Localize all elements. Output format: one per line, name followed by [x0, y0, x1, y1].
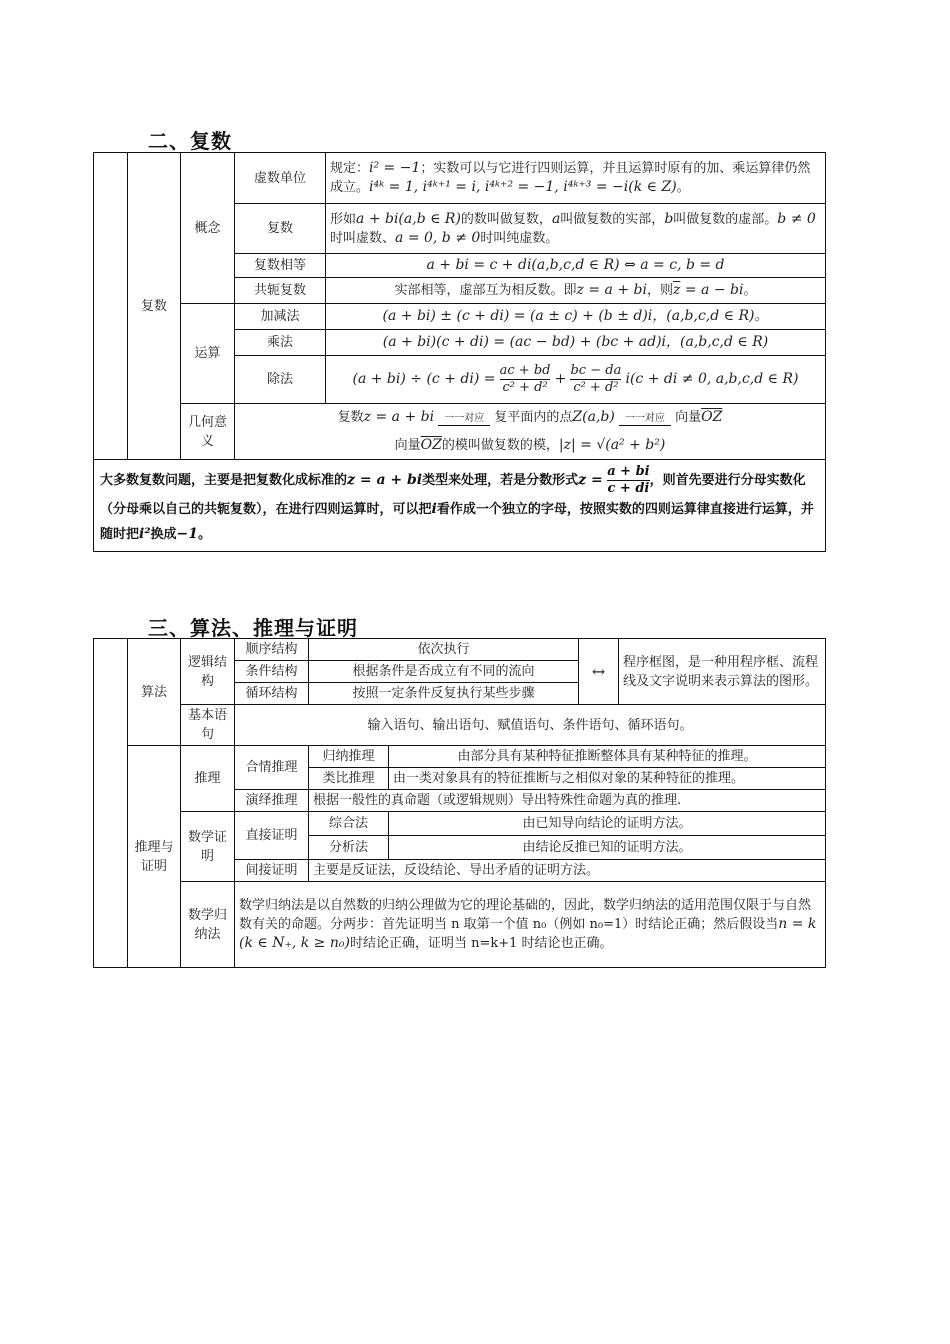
category-algorithm: 算法 — [128, 639, 181, 746]
label-analogy: 类比推理 — [309, 768, 389, 790]
label-conjugate: 共轭复数 — [235, 278, 326, 304]
label-multiply: 乘法 — [235, 330, 326, 356]
analytic-description: 由结论反推已知的证明方法。 — [389, 836, 826, 860]
label-complex-number: 复数 — [235, 204, 326, 254]
section-heading-algorithm: 三、算法、推理与证明 — [148, 616, 358, 640]
conjugate-definition: 实部相等，虚部互为相反数。即z = a + bi，则$\overline{z} = a$ − bi。 — [326, 278, 826, 304]
math-induction-description: 数学归纳法是以自然数的归纳公理做为它的理论基础的，因此，数学归纳法的适用范围仅限于与自然数有关的命题。分两步：首先证明当 n 取第一个值 n₀（例如 n₀=1）时结论正确；然后假设当n = k (k ∈ N₊, k ≥ n₀)时结论正确，证明当 n=k+1 时结论也正确。 — [235, 882, 826, 968]
deduction-description: 根据一般性的真命题（或逻辑规则）导出特殊性命题为真的推理. — [309, 790, 826, 812]
complex-summary-note: 大多数复数问题，主要是把复数化成标准的z = a + bi类型来处理，若是分数形式z = $\frac{a + bi}{c + di}$ ，则首先要进行分母实数化（分母乘以自己的共轭复数），在进行四则运算时，可以把i看作成一个独立的字母，按照实数的四则运算律直接进行运算，并随时把i²换成−1。 — [94, 460, 826, 552]
basic-statements-list: 输入语句、输出语句、赋值语句、条件语句、循环语句。 — [235, 705, 826, 746]
label-direct-proof: 直接证明 — [235, 812, 309, 860]
multiply-formula: (a + bi)(c + di) = (ac − bd) + (bc + ad)i，(a,b,c,d ∈ R) — [326, 330, 826, 356]
algorithm-proof-table — [93, 638, 826, 968]
double-arrow: ↔ — [579, 639, 619, 705]
modulus-definition: 向量$\overline{OZ}$的模叫做复数的模，|z| = √(a² + b²) — [235, 432, 826, 460]
add-subtract-formula: (a + bi) ± (c + di) = (a ± c) + (b ± d)i，(a,b,c,d ∈ R)。 — [326, 304, 826, 330]
label-divide: 除法 — [235, 356, 326, 404]
complex-equality-formula: a + bi = c + di(a,b,c,d ∈ R) ⇔ a = c, b = d — [326, 254, 826, 278]
label-plausible-reasoning: 合情推理 — [235, 746, 309, 790]
complex-table — [93, 152, 826, 552]
condition-description: 根据条件是否成立有不同的流向 — [309, 661, 579, 683]
subcategory-reasoning: 推理 — [181, 746, 235, 812]
label-add-subtract: 加减法 — [235, 304, 326, 330]
imaginary-unit-definition: 规定：i² = −1；实数可以与它进行四则运算，并且运算时原有的加、乘运算律仍然成立。i⁴ᵏ = 1, i⁴ᵏ⁺¹ = i, i⁴ᵏ⁺² = −1, i⁴ᵏ⁺³ = −i(k ∈ Z)。 — [326, 153, 826, 204]
analogy-description: 由一类对象具有的特征推断与之相似对象的某种特征的推理。 — [389, 768, 826, 790]
subcategory-math-proof: 数学证明 — [181, 812, 235, 882]
label-condition-structure: 条件结构 — [235, 661, 309, 683]
label-deduction: 演绎推理 — [235, 790, 309, 812]
label-imaginary-unit: 虚数单位 — [235, 153, 326, 204]
label-synthetic-method: 综合法 — [309, 812, 389, 836]
category-reasoning-proof: 推理与证明 — [128, 746, 181, 968]
blank-cell-2 — [94, 639, 128, 968]
geometric-correspondence: 复数z = a + bi 一一对应 复平面内的点Z(a,b) 一一对应 向量$\overline{OZ}$ — [235, 404, 826, 432]
label-complex-equality: 复数相等 — [235, 254, 326, 278]
label-sequence-structure: 顺序结构 — [235, 639, 309, 661]
indirect-description: 主要是反证法，反设结论、导出矛盾的证明方法。 — [309, 860, 826, 882]
subcategory-logic-structure: 逻辑结构 — [181, 639, 235, 705]
section-heading-complex: 二、复数 — [148, 129, 232, 153]
subcategory-math-induction: 数学归纳法 — [181, 882, 235, 968]
category-complex: 复数 — [128, 153, 181, 460]
label-analytic-method: 分析法 — [309, 836, 389, 860]
loop-description: 按照一定条件反复执行某些步骤 — [309, 683, 579, 705]
subcategory-concept: 概念 — [181, 153, 235, 304]
subcategory-basic-statements: 基本语句 — [181, 705, 235, 746]
subcategory-geometric-meaning: 几何意义 — [181, 404, 235, 460]
flowchart-definition: 程序框图，是一种用程序框、流程线及文字说明来表示算法的图形。 — [619, 639, 826, 705]
synthetic-description: 由已知导向结论的证明方法。 — [389, 812, 826, 836]
label-loop-structure: 循环结构 — [235, 683, 309, 705]
divide-formula: (a + bi) ÷ (c + di) = $\frac{ac + bd}{\text{c² + d²}}$ + $\frac{bc - da}{\text{c² + d²}}$ i(c + di ≠ 0, a,b,c,d ∈ R) — [326, 356, 826, 404]
blank-cell — [94, 153, 128, 460]
subcategory-operations: 运算 — [181, 304, 235, 404]
sequence-description: 依次执行 — [309, 639, 579, 661]
induction-description: 由部分具有某种特征推断整体具有某种特征的推理。 — [389, 746, 826, 768]
label-indirect-proof: 间接证明 — [235, 860, 309, 882]
complex-number-definition: 形如a + bi(a,b ∈ R)的数叫做复数，a叫做复数的实部，b叫做复数的虚部。b ≠ 0时叫虚数、a = 0, b ≠ 0时叫纯虚数。 — [326, 204, 826, 254]
label-induction: 归纳推理 — [309, 746, 389, 768]
